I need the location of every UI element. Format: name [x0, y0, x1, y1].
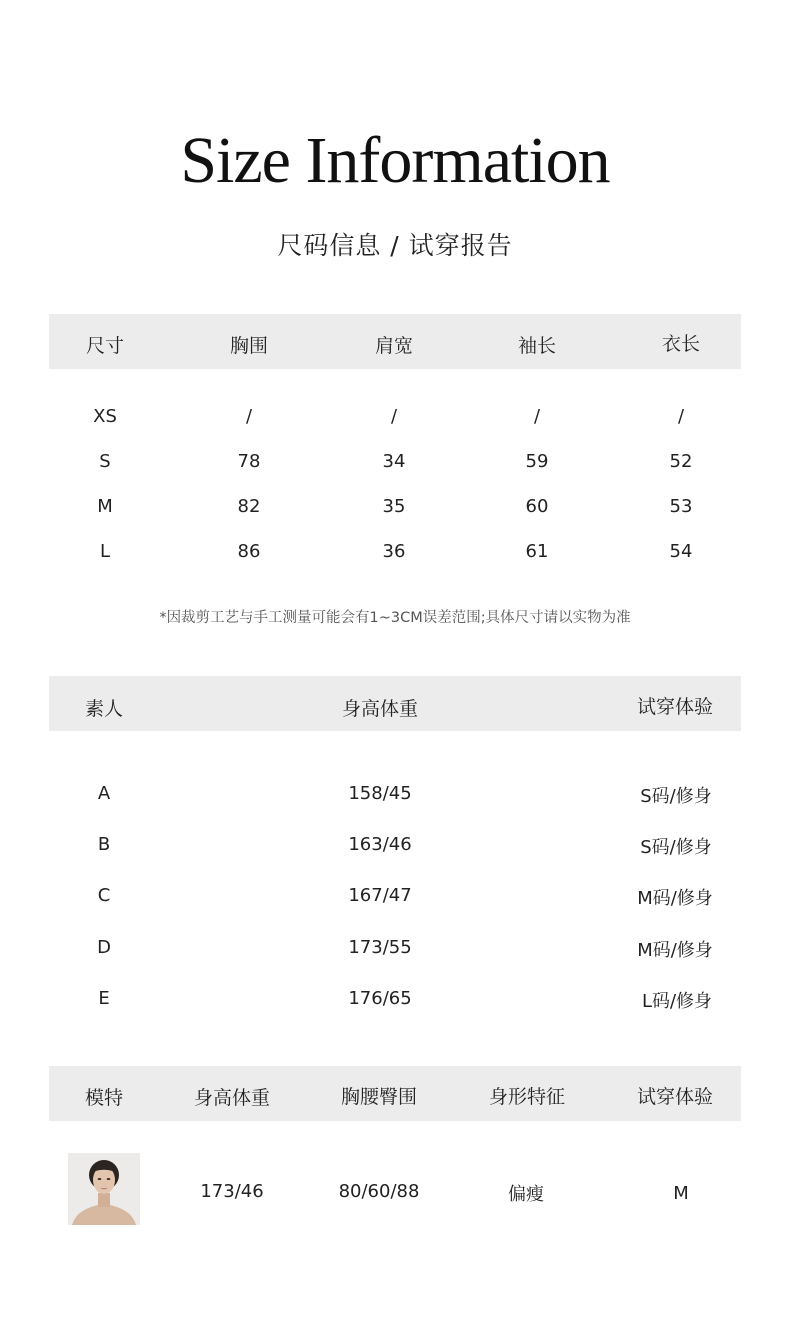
size-row-m-length: 53: [669, 496, 693, 517]
size-row-xs-sleeve: /: [533, 406, 541, 427]
amateur-header-person: 素人: [84, 698, 124, 720]
size-row-l-size: L: [99, 541, 111, 562]
amateur-row-b-person: B: [97, 834, 111, 855]
page-title: Size Information: [180, 124, 610, 197]
amateur-row-a-fit: S码/修身: [640, 786, 712, 807]
size-row-l-shoulder: 36: [382, 541, 406, 562]
size-row-m-shoulder: 35: [382, 496, 406, 517]
model-header-height-weight: 身高体重: [193, 1087, 271, 1109]
amateur-row-b-fit: S码/修身: [640, 837, 712, 858]
amateur-row-b-height-weight: 163/46: [348, 834, 412, 855]
amateur-row-d-height-weight: 173/55: [348, 937, 412, 958]
model-height-weight: 173/46: [200, 1181, 264, 1202]
amateur-row-c-person: C: [97, 885, 111, 906]
size-row-m-size: M: [97, 496, 113, 517]
amateur-row-a-height-weight: 158/45: [348, 783, 412, 804]
amateur-header-height-weight: 身高体重: [341, 698, 419, 720]
model-header-model: 模特: [84, 1087, 124, 1109]
model-measurements: 80/60/88: [338, 1181, 420, 1202]
size-row-s-bust: 78: [237, 451, 261, 472]
amateur-row-c-fit: M码/修身: [637, 888, 713, 909]
amateur-row-d-fit: M码/修身: [637, 940, 713, 961]
size-row-s-length: 52: [669, 451, 693, 472]
size-row-xs-shoulder: /: [390, 406, 398, 427]
model-body-type: 偏瘦: [508, 1184, 544, 1205]
model-portrait-drawing: [68, 1153, 140, 1225]
size-header-bust: 胸围: [229, 335, 269, 357]
size-row-s-sleeve: 59: [525, 451, 549, 472]
amateur-header-fit: 试穿体验: [636, 696, 714, 718]
amateur-row-c-height-weight: 167/47: [348, 885, 412, 906]
size-row-l-sleeve: 61: [525, 541, 549, 562]
amateur-row-e-fit: L码/修身: [641, 991, 713, 1012]
size-row-s-size: S: [99, 451, 111, 472]
amateur-row-d-person: D: [97, 937, 111, 958]
size-row-s-shoulder: 34: [382, 451, 406, 472]
model-fit: M: [673, 1183, 689, 1204]
size-header-sleeve: 袖长: [517, 335, 557, 357]
model-header-measurements: 胸腰臀围: [340, 1086, 418, 1108]
size-row-m-bust: 82: [237, 496, 261, 517]
size-row-l-bust: 86: [237, 541, 261, 562]
size-row-xs-size: XS: [93, 406, 117, 427]
amateur-row-a-person: A: [97, 783, 111, 804]
model-header-fit: 试穿体验: [636, 1086, 714, 1108]
model-header-body-type: 身形特征: [488, 1086, 566, 1108]
size-header-length: 衣长: [661, 333, 701, 355]
amateur-row-e-person: E: [98, 988, 110, 1009]
size-row-l-length: 54: [669, 541, 693, 562]
size-row-xs-length: /: [677, 406, 685, 427]
measurement-note: *因裁剪工艺与手工测量可能会有1~3CM误差范围;具体尺寸请以实物为准: [159, 610, 631, 626]
size-header-size: 尺寸: [85, 335, 125, 357]
amateur-row-e-height-weight: 176/65: [348, 988, 412, 1009]
size-header-shoulder: 肩宽: [374, 335, 414, 357]
model-portrait-icon: [68, 1153, 140, 1225]
page-subtitle: 尺码信息 / 试穿报告: [277, 231, 513, 260]
size-row-m-sleeve: 60: [525, 496, 549, 517]
size-row-xs-bust: /: [245, 406, 253, 427]
